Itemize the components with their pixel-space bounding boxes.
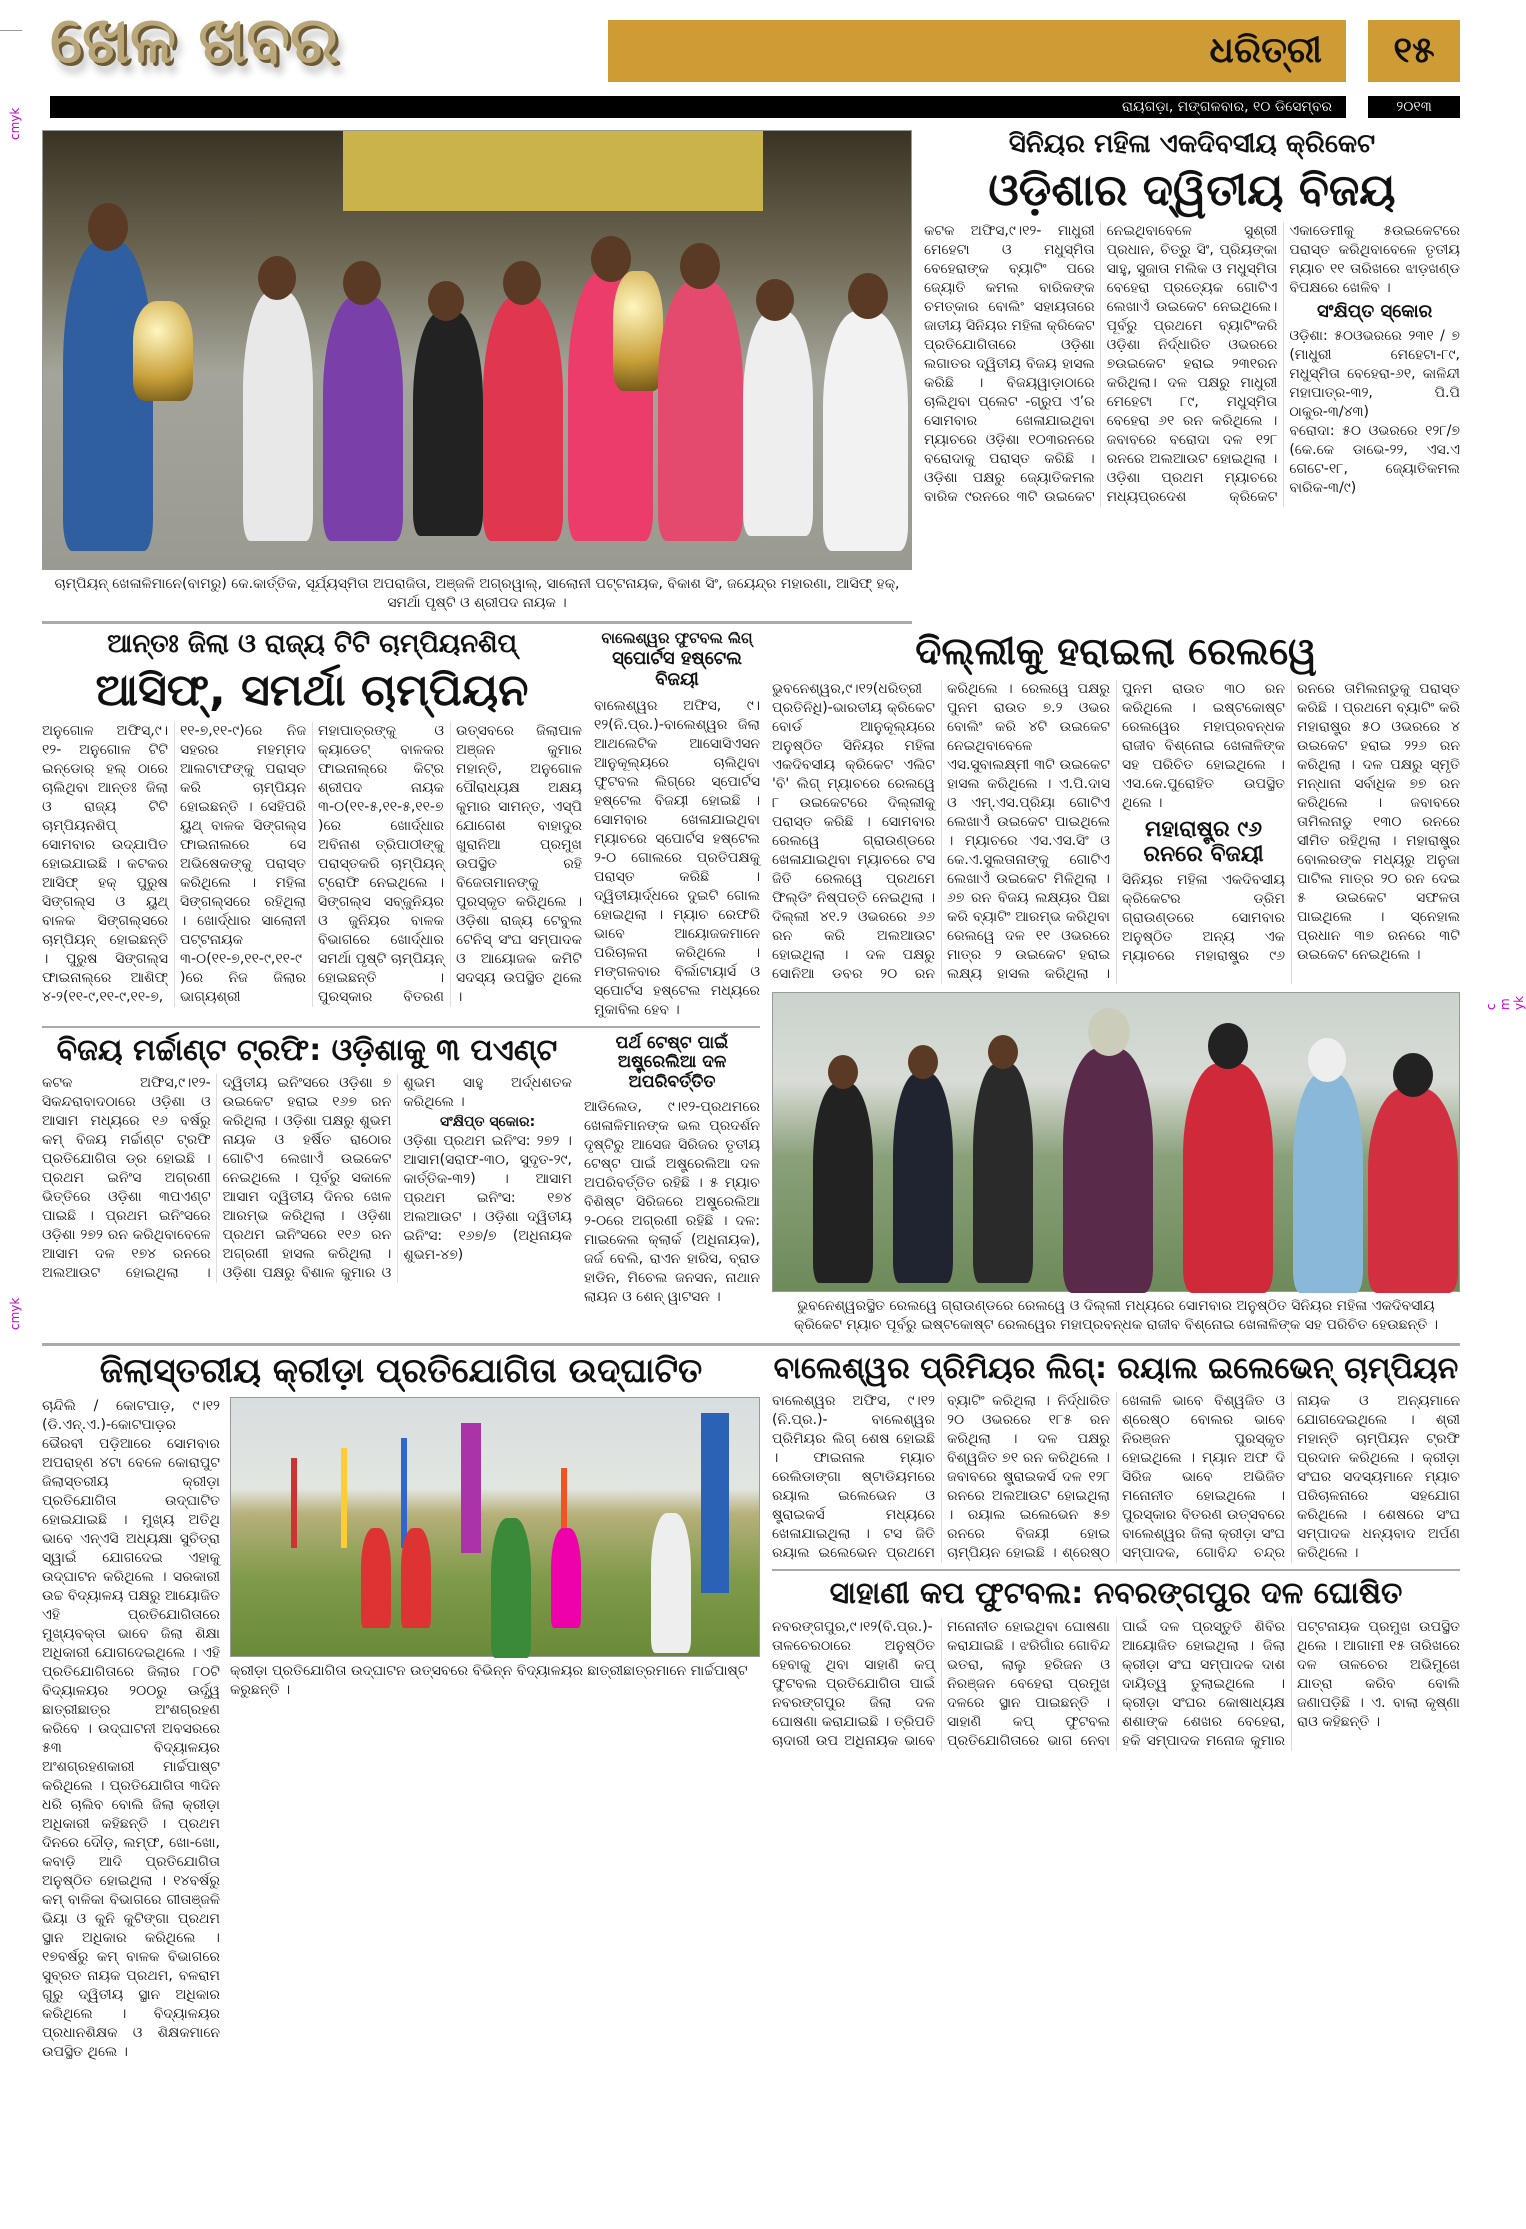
hostel-body: ବାଲେଶ୍ୱର ଅଫିସ, ୯।୧୨(ନି.ପ୍ର.)-ବାଲେଶ୍ୱର ଜିଲା ଆଥଲେଟିକ ଆସୋସିଏସନ ଆନୁକୂଲ୍ୟରେ ଚାଲିଥିବା ଫୁଟବଲ ଲିଗ୍‌ରେ ସ୍ପୋର୍ଟସ ହଷ୍ଟେଲ ବିଜୟୀ ହୋଇଛି । ସୋମବାର ଖେଳାଯାଇଥିବା ମ୍ୟାଚରେ ସ୍ପୋର୍ଟସ ହଷ୍ଟେଲ ୨-୦ ଗୋଲରେ ପ୍ରତିପକ୍ଷକୁ ପରାସ୍ତ କରିଛି । ଦ୍ୱିତୀୟାର୍ଦ୍ଧରେ ଦୁଇଟି ଗୋଲ ହୋଇଥିଲା । ମ୍ୟାଚ ରେଫରି ଭାବେ ଆୟୋଜକମାନେ ପରିଚାଳନା କରିଥିଲେ । ମଙ୍ଗଳବାର ବିର୍ଲାଟାୟାର୍ସ ଓ ସ୍ପୋର୍ଟସ ହଷ୍ଟେଲ ମଧ୍ୟରେ ମୁକାବିଲ ହେବ । [594,697,760,1018]
vijay-headline: ବିଜୟ ମର୍ଚ୍ଚାଣ୍ଟ ଟ୍ରଫି: ଓଡ଼ିଶାକୁ ୩ ପଏଣ୍ଟ [56,1032,558,1068]
sahani-body: ନବରଙ୍ଗପୁର,୯।୧୨(ବି.ପ୍ର.)- ତାଳଚେରଠାରେ ଅନୁଷ୍ଠିତ ହେବାକୁ ଥିବା ସାହାଣି କପ୍ ଫୁଟବଲ ପ୍ରତିଯୋଗିତା ପାଇଁ ନବରଙ୍ଗପୁର ଜିଲା ଦଳ ଘୋଷଣା କରାଯାଇଛି । ତ୍ରିପତି ଚାଦାରୀ ଉପ ଅଧିନାୟକ ଭାବେ ମନୋନୀତ ହୋଇଥିବା ଘୋଷଣା କରାଯାଇଛି । ଝରିଗାଁର ଗୋବିନ୍ଦ ଭତରା, ଲାଲୁ ହରିଜନ ଓ ନିରଞ୍ଜନ ବେହେରା ପ୍ରମୁଖ ଦଳରେ ସ୍ଥାନ ପାଇଛନ୍ତି । ସାହାଣି କପ୍ ଫୁଟବଲ ପ୍ରତିଯୋଗିତାରେ ଭାଗ ନେବା ପାଇଁ ଦଳ ପ୍ରସ୍ତୁତି ଶିବିର ଆୟୋଜିତ ହୋଇଥିଲା । ଜିଲା କ୍ରୀଡ଼ା ସଂଘ ସମ୍ପାଦକ ଦାଶ ଦାୟିତ୍ୱ ତୁଲାଇଥିଲେ । କ୍ରୀଡ଼ା ସଂଘର କୋଷାଧ୍ୟକ୍ଷ ଶଶାଙ୍କ ଶେଖର ବେହେରା, ହକି ସମ୍ପାଦକ ମନୋଜ କୁମାର ପଟ୍ଟନାୟକ ପ୍ରମୁଖ ଉପସ୍ଥିତ ଥିଲେ । ଆଗାମୀ ୧୫ ତାରିଖରେ ଦଳ ତାଳଚେର ଅଭିମୁଖେ ଯାତ୍ରା କରିବ ବୋଲି ଜଣାପଡ଼ିଛି । ଏ. ବାଲା କୃଷ୍ଣା ରାଓ କହିଛନ୍ତି । [772,1618,1460,1749]
divider [772,1569,1460,1571]
tt-body: ଅନୁଗୋଳ ଅଫିସ୍,୯।୧୨- ଅନୁଗୋଳ ଟିଟି ଇନ୍‌ଡୋର୍ ହଲ୍ ଠାରେ ଚାଲିଥିବା ଆନ୍ତଃ ଜିଲା ଓ ରାଜ୍ୟ ଟିଟି ଚାମ୍ପିୟନଶିପ୍ ସୋମବାର ଉଦ୍‌ଯାପିତ ହୋଇଯାଇଛି । କଟକର ଆସିଫ୍ ହକ୍ ପୁରୁଷ ସିଙ୍ଗଲ୍ସ ଓ ୟୁଥ୍ ବାଳକ ସିଙ୍ଗଲ୍ସରେ ଚାମ୍ପିୟନ୍ ହୋଇଛନ୍ତି । ପୁରୁଷ ସିଙ୍ଗଲ୍ସ ଫାଇନାଲ୍‌ରେ ଆଶିଫ୍ ୪-୨(୧୧-୯,୧୧-୯,୧୧-୭,୧୧-୭,୧୧-୯)ରେ ନିଜ ସହରର ମହମ୍ମଦ ଆଲଟାଫଙ୍କୁ ପରାସ୍ତ କରି ଚାମ୍ପିୟନ ହୋଇଛନ୍ତି । ସେହିପରି ୟୁଥ୍ ବାଳକ ସିଙ୍ଗଲ୍ସ ଫାଇନାଲରେ ସେ ଅଭିଷେକଙ୍କୁ ପରାସ୍ତ କରିଥିଲେ । ମହିଳା ସିଙ୍ଗଲ୍ସରେ ରହିଥିଲା । ଖୋର୍ଦ୍ଧାର ସାଲୋନୀ ପଟ୍ଟନାୟକ ୩-୦(୧୧-୭,୧୧-୯,୧୧-୯)ରେ ନିଜ ଜିଲାର ଭାଗ୍ୟଶ୍ରୀ ମହାପାତ୍ରଙ୍କୁ ଓ କ୍ୟାଡେଟ୍ ବାଳକର ଫାଇନାଲ୍‌ରେ କିଟ୍‌ର ଶ୍ରୀପଦ ନାୟକ ୩-୦(୧୧-୫,୧୧-୫,୧୧-୭)ରେ ଖୋର୍ଦ୍ଧାର ଅବିନାଶ ତ୍ରିପାଠୀଙ୍କୁ ପରାସ୍ତକରି ଚାମ୍ପିୟନ୍ ଟ୍ରୋଫି ନେଇଥିଲେ । ସିଙ୍ଗଲ୍ସ ସବ୍‌ଜୁନିୟର ଓ ଜୁନିୟର ବାଳକ ବିଭାଗରେ ଖୋର୍ଦ୍ଧାର ସମର୍ଥା ପୃଷ୍ଟି ଚାମ୍ପିୟନ୍ ହୋଇଛନ୍ତି । ପୁରସ୍କାର ବିତରଣ ଉତ୍ସବରେ ଜିଲାପାଳ ଅଞ୍ଜନ କୁମାର ମହାନ୍ତି, ଅନୁଗୋଳ ପୌରାଧ୍ୟକ୍ଷ ଅକ୍ଷୟ କୁମାର ସାମନ୍ତ, ଏସ୍‌ପି ଯୋଗେଶ ବାହାଦୁର ଖୁରାନିଆ ପ୍ରମୁଖ ଉପସ୍ଥିତ ରହି ବିଜେତାମାନଙ୍କୁ ପୁରସ୍କୃତ କରିଥିଲେ । ଓଡ଼ିଶା ରାଜ୍ୟ ଟେବୁଲ ଟେନିସ୍ ସଂଘ ସମ୍ପାଦକ ଓ ଆୟୋଜକ କମିଟି ସଦସ୍ୟ ଉପସ୍ଥିତ ଥିଲେ । [42,723,582,1006]
bottom-right [772,1352,1460,1751]
district-photo-block [230,1397,760,1700]
hostel-kicker: ବାଲେଶ୍ୱର ଫୁଟବଲ ଲିଗ୍ [601,629,753,647]
odisha-body-columns [924,222,1460,507]
vijay-row [42,1034,760,1308]
odisha-kicker: ସିନିୟର ମହିଳା ଏକଦିବସୀୟ କ୍ରିକେଟ [1008,129,1376,159]
middle-left [42,630,760,1307]
photo1-block [42,130,912,613]
perth-article [584,1034,760,1308]
tt-champions-photo [42,130,912,570]
railway-body: ଭୁବନେଶ୍ୱର,୯।୧୨(ଧରିତ୍ରୀ ପ୍ରତିନିଧି)-ଭାରତୀୟ କ୍ରିକେଟ ବୋର୍ଡ ଆନୁକୂଲ୍ୟରେ ଅନୁଷ୍ଠିତ ସିନିୟର ମହିଳା ଏକଦିବସୀୟ କ୍ରିକେଟ ଏଲିଟ 'ବି' ଲିଗ୍ ମ୍ୟାଚରେ ରେଲୱେ ୮ ଉଇକେଟରେ ଦିଲ୍ଲୀକୁ ପରାସ୍ତ କରିଛି । ସୋମବାର ରେଲୱେ ଗ୍ରାଉଣ୍ଡରେ ଖେଳାଯାଇଥିବା ମ୍ୟାଚରେ ଟସ ଜିତି ରେଲୱେ ପ୍ରଥମେ ଫିଲ୍ଡିଂ ନିଷ୍ପତ୍ତି ନେଇଥିଲା । ଦିଲ୍ଲୀ ୪୧.୨ ଓଭରରେ ୬୬ ରନ କରି ଅଲଆଉଟ ହୋଇଥିଲା । ଦଳ ପକ୍ଷରୁ ସୋନିଆ ଡବର ୨୦ ରନ କରିଥିଲେ । ରେଲୱେ ପକ୍ଷରୁ ପୁନମ ରାଉତ ୭.୨ ଓଭର ବୋଲିଂ କରି ୪ଟି ଉଇକେଟ ନେଇଥିବାବେଳେ ଏସ.ସୁବାଲକ୍ଷ୍ମୀ ୩ଟି ଉଇକେଟ ହାସଲ କରିଥିଲେ । ଏ.ପି.ଦାସ ଓ ଏମ୍.ଏସ.ପ୍ରିୟା ଗୋଟିଏ ଲେଖାଏଁ ଉଇକେଟ ପାଇଥିଲେ । ମ୍ୟାଚରେ ଏସ.ଏସ.ସିଂ ଓ କେ.ଏ.ସୁଲତାନାଙ୍କୁ ଗୋଟିଏ ଲେଖାଏଁ ଉଇକେଟ ମିଳିଥିଲା । ୬୭ ରନ ବିଜୟ ଲକ୍ଷ୍ୟର ପିଛା କରି ବ୍ୟାଟିଂ ଆରମ୍ଭ କରିଥିବା ରେଲୱେ ଦଳ ୧୧ ଓଭରରେ ମାତ୍ର ୨ ଉଇକେଟ ହରାଇ ଲକ୍ଷ୍ୟ ହାସଲ କରିଥିଲା । ପୁନମ ରାଉତ ୩୦ ରନ କରିଥିଲେ । ଇଷ୍ଟକୋଷ୍ଟ ରେଲୱେର ମହାପ୍ରବନ୍ଧକ ରାଜୀବ ବିଶ୍ନୋଇ ଖେଳାଳିଙ୍କ ସହ ପରିଚିତ ହୋଇଥିଲେ । ଏସ.କେ.ପୁରୋହିତ ଉପସ୍ଥିତ ଥିଲେ । [772,680,1285,982]
divider [42,1343,1460,1346]
dateline: ରାୟଗଡ଼ା, ମଙ୍ଗଳବାର, ୧୦ ଡିସେମ୍ବର [50,96,1346,118]
masthead [42,0,1460,130]
district-content [42,1397,760,2062]
tt-article [42,630,582,1007]
vijay-body: କଟକ ଅଫିସ,୯।୧୨-ସିକନ୍ଦରାବାଦଠାରେ ଓଡ଼ିଶା ଓ ଆସାମ ମଧ୍ୟରେ ୧୬ ବର୍ଷରୁ କମ୍ ବିଜୟ ମର୍ଚ୍ଚାଣ୍ଟ ଟ୍ରଫି ପ୍ରତିଯୋଗିତା ଡ୍ର ହୋଇଛି । ପ୍ରଥମ ଇନିଂସ ଅଗ୍ରଣୀ ଭିତ୍ତିରେ ଓଡ଼ିଶା ୩ପଏଣ୍ଟ ପାଇଛି । ପ୍ରଥମ ଇନିଂସରେ ଓଡ଼ିଶା ୨୭୨ ରନ କରିଥିବାବେଳେ ଆସାମ ଦଳ ୧୭୪ ରନରେ ଅଲଆଉଟ ହୋଇଥିଲା । ଦ୍ୱିତୀୟ ଇନିଂସରେ ଓଡ଼ିଶା ୭ ଉଇକେଟ ହରାଇ ୧୬୭ ରନ କରିଥିଲା । ଓଡ଼ିଶା ପକ୍ଷରୁ ଶୁଭମ ନାୟକ ଓ ହର୍ଷିତ ରାଠୋର ଗୋଟିଏ ଲେଖାଏଁ ଉଇକେଟ ନେଇଥିଲେ । ପୂର୍ବରୁ ସକାଳେ ଆସାମ ଦ୍ୱିତୀୟ ଦିନର ଖେଳ ଆରମ୍ଭ କରିଥିଲା । ଓଡ଼ିଶା ପ୍ରଥମ ଇନିଂସରେ ୧୧୬ ରନ ଅଗ୍ରଣୀ ହାସଲ କରିଥିଲା । ଓଡ଼ିଶା ପକ୍ଷରୁ ବିଶାଳ କୁମାର ଓ ଶୁଭମ ସାହୁ ଅର୍ଦ୍ଧଶତକ କରିଥିଲେ । [42,1075,572,1282]
year: ୨୦୧୩ [1368,96,1460,118]
divider [42,1026,760,1028]
print-mark: cmyk [8,107,22,140]
paper-name: ଧରିତ୍ରୀ [608,20,1346,82]
vijay-score-title: ସଂକ୍ଷିପ୍ତ ସ୍କୋର: [440,1114,536,1131]
odisha-headline: ଓଡ଼ିଶାର ଦ୍ୱିତୀୟ ବିଜୟ [988,164,1396,216]
vijay-score: ଓଡ଼ିଶା ପ୍ରଥମ ଇନିଂସ: ୨୭୨ । ଆସାମ(ସରାଫ-୩୦, ସୁଦୃତ-୨୯, କାର୍ତ୍ତିକ-୩୨) । ଆସାମ ପ୍ରଥମ ଇନିଂସ: ୧୭୪ ଅଲଆଉଟ । ଓଡ଼ିଶା ଦ୍ୱିତୀୟ ଇନିଂସ: ୧୬୭/୭ (ଅଧିନାୟକ ଶୁଭମ-୪୭) [403,1133,572,1264]
middle-row [42,630,1460,1335]
vijay-body-columns [42,1074,572,1283]
registration-mark [0,30,22,31]
bpl-headline: ବାଲେଶ୍ୱର ପ୍ରିମିୟର ଲିଗ୍: ରୟାଲ ଇଲେଭେନ୍ ଚାମ୍ପିୟନ [773,1350,1459,1386]
bottom-row [42,1352,1460,2062]
railway-headline: ଦିଲ୍ଲୀକୁ ହରାଇଲା ରେଲୱେ [915,629,1317,673]
sahani-headline: ସାହାଣୀ କପ ଫୁଟବଲ: ନବରଙ୍ଗପୁର ଦଳ ଘୋଷିତ [829,1576,1403,1612]
page-number: ୧୫ [1368,20,1460,82]
bpl-body: ବାଲେଶ୍ୱର ଅଫିସ, ୯।୧୨ (ନି.ପ୍ର.)- ବାଲେଶ୍ୱର ପ୍ରିମିୟର ଲିଗ୍ ଶେଷ ହୋଇଛି । ଫାଇନାଲ ମ୍ୟାଚ ରେଲିଡାଙ୍ଗା ଷ୍ଟାଡିୟମରେ ରୟାଲ ଇଲେଭେନ ଓ ଷ୍ଟ୍ରାଇକର୍ସ ମଧ୍ୟରେ ଖେଳାଯାଇଥିଲା । ଟସ ଜିତି ରୟାଲ ଇଲେଭେନ ପ୍ରଥମେ ବ୍ୟାଟିଂ କରିଥିଲା । ନିର୍ଦ୍ଧାରିତ ୨୦ ଓଭରରେ ୧୮୫ ରନ କରିଥିଲା । ଦଳ ପକ୍ଷରୁ ବିଶ୍ୱଜିତ ୭୧ ରନ କରିଥିଲେ । ଜବାବରେ ଷ୍ଟ୍ରାଇକର୍ସ ଦଳ ୧୨୮ ରନରେ ଅଲଆଉଟ ହୋଇଥିଲା । ରୟାଲ ଇଲେଭେନ ୫୭ ରନରେ ବିଜୟୀ ହୋଇ ଚାମ୍ପିୟନ ହୋଇଛି । ଶ୍ରେଷ୍ଠ ଖେଳାଳି ଭାବେ ବିଶ୍ୱଜିତ ଓ ଶ୍ରେଷ୍ଠ ବୋଲର ଭାବେ ନିରଞ୍ଜନ ପୁରସ୍କୃତ ହୋଇଥିଲେ । ମ୍ୟାନ ଅଫ ଦି ସିରିଜ ଭାବେ ଅଭିଜିତ ମନୋନୀତ ହୋଇଥିଲେ । ପୁରସ୍କାର ବିତରଣ ଉତ୍ସବରେ ବାଲେଶ୍ୱର ଜିଲା କ୍ରୀଡ଼ା ସଂଘ ସମ୍ପାଦକ, ଗୋବିନ୍ଦ ଚନ୍ଦ୍ର ନାୟକ ଓ ଅନ୍ୟମାନେ ଯୋଗଦେଇଥିଲେ । ଶ୍ରୀ ମହାନ୍ତି ଚାମ୍ପିୟନ ଟ୍ରଫି ପ୍ରଦାନ କରିଥିଲେ । କ୍ରୀଡ଼ା ସଂଘର ସଦସ୍ୟମାନେ ମ୍ୟାଚ ପରିଚାଳନାରେ ସହଯୋଗ କରିଥିଲେ । ଶେଷରେ ସଂଘ ସମ୍ପାଦକ ଧନ୍ୟବାଦ ଅର୍ପଣ କରିଥିଲେ । [772,1393,1460,1562]
score-title: ସଂକ୍ଷିପ୍ତ ସ୍କୋର [1317,301,1433,323]
tt-headline: ଆସିଫ୍, ସମର୍ଥା ଚାମ୍ପିୟନ [95,664,529,716]
perth-headline: ପର୍ଥ ଟେଷ୍ଟ ପାଇଁ ଅଷ୍ଟ୍ରେଲିଆ ଦଳ ଅପରିବର୍ତ୍ତିତ [615,1032,729,1092]
maharashtra-headline: ମହାରାଷ୍ଟ୍ର ୯୬ ରନରେ ବିଜୟୀ [1143,816,1264,867]
maharashtra-body: ସିନିୟର ମହିଳା ଏକଦିବସୀୟ କ୍ରିକେଟର ଡ୍ରିମ ଗ୍ରାଉଣ୍ଡରେ ସୋମବାର ଅନୁଷ୍ଠିତ ଅନ୍ୟ ଏକ ମ୍ୟାଚରେ ମହାରାଷ୍ଟ୍ର ୯୬ ରନରେ ତାମିଲନାଡୁକୁ ପରାସ୍ତ କରିଛି । ପ୍ରଥମେ ବ୍ୟାଟିଂ କରି ମହାରାଷ୍ଟ୍ର ୫୦ ଓଭରରେ ୪ ଉଇକେଟ ହରାଇ ୨୨୬ ରନ କରିଥିଲା । ଦଳ ପକ୍ଷରୁ ସ୍ମୃତି ମନ୍ଧାନା ସର୍ବାଧିକ ୭୭ ରନ କରିଥିଲେ । ଜବାବରେ ତାମିଲନାଡୁ ୧୩୦ ରନରେ ସୀମିତ ରହିଥିଲା । ମହାରାଷ୍ଟ୍ର ବୋଲରଙ୍କ ମଧ୍ୟରୁ ଅନୁଜା ପାଟିଲ ମାତ୍ର ୨୦ ରନ ଦେଇ ୫ ଉଇକେଟ ସଫଳତା ପାଇଥିଲେ । ସ୍ନେହାଲ ପ୍ରଧାନ ୩୭ ରନରେ ୩ଟି ଉଇକେଟ ନେଇଥିଲେ । [1122,680,1460,965]
railway-article [772,680,1460,984]
odisha-body: କଟକ ଅଫିସ,୯।୧୨- ମାଧୁରୀ ମେହେଟା ଓ ମଧୁସ୍ମିତା ବେହେରାଙ୍କ ବ୍ୟାଟିଂ ପରେ ଜ୍ୟୋତି କମଲ ବାରିକଙ୍କ ଚମତ୍କାର ବୋଲିଂ ସହାୟତାରେ ଜାତୀୟ ସିନିୟର ମହିଳା କ୍ରିକେଟ ପ୍ରତିଯୋଗିତାରେ ଓଡ଼ିଶା ଲଗାତର ଦ୍ୱିତୀୟ ବିଜୟ ହାସଲ କରିଛି । ବିଜୟୱାଡ଼ାଠାରେ ଚାଲିଥିବା ପ୍ଲେଟ -ଗ୍ରୁପ ଏ’ର ସୋମବାର ଖେଳାଯାଇଥିବା ମ୍ୟାଚରେ ଓଡ଼ିଶା ୧୦୩ରନରେ ବରୋଦାକୁ ପରାସ୍ତ କରିଛି । ଓଡ଼ିଶା ପକ୍ଷରୁ ଜ୍ୟୋତିକମଲ ବାରିକ ୯ରନରେ ୩ଟି ଉଇକେଟ ନେଇଥିବାବେଳେ ସୁଶ୍ରୀ ପ୍ରଧାନ, ଚିତ୍ରୁ ସିଂ, ପ୍ରିୟଙ୍କା ସାହୁ, ସୁଜାତା ମଲିକ ଓ ମଧୁସ୍ମିତା ବେହେରା ପ୍ରତ୍ୟେକ ଗୋଟିଏ ଲେଖାଏଁ ଉଇକେଟ ନେଇଥିଲେ। ପୂର୍ବରୁ ପ୍ରଥମେ ବ୍ୟାଟିଂକରି ଓଡ଼ିଶା ନିର୍ଦ୍ଧାରିତ ଓଭରରେ ୭ଉଇକେଟ ହରାଇ ୨୩୧ରନ କରିଥିଲା। ଦଳ ପକ୍ଷରୁ ମାଧୁରୀ ମେହେଟା ୮୯, ମଧୁସ୍ମିତା ବେହେରା ୬୧ ରନ କରିଥିଲେ । ଜବାବରେ ବରୋଦା ଦଳ ୧୨୮ ରନରେ ଅଲଆଉଟ ହୋଇଥିଲା । ଓଡ଼ିଶା ପ୍ରଥମ ମ୍ୟାଚରେ ମଧ୍ୟପ୍ରଦେଶ କ୍ରିକେଟ ଏକାଡେମୀକୁ ୫ଉଇକେଟରେ ପରାସ୍ତ କରିଥିବାବେଳେ ତୃତୀୟ ମ୍ୟାଚ ୧୧ ତାରିଖରେ ଝାଡ଼ଖଣ୍ଡ ବିପକ୍ଷରେ ଖେଳିବ । [924,223,1460,506]
district-body: ଚାନ୍ଦିଲି / କୋଟପାଡ଼, ୯।୧୨ (ଡି.ଏନ୍.ଏ.)-କୋଟପାଡ଼ର ଭୈରବୀ ପଡ଼ିଆରେ ସୋମବାର ଅପରାହ୍ଣ ୪ଟା ବେଳେ କୋରାପୁଟ ଜିଲାସ୍ତରୀୟ କ୍ରୀଡ଼ା ପ୍ରତିଯୋଗିତା ଉଦ୍‌ଘାଟିତ ହୋଇଯାଇଛି । ମୁଖ୍ୟ ଅତିଥି ଭାବେ ଏନ୍‌ଏସି ଅଧ୍ୟକ୍ଷା ସୁଚିତ୍ରା ସ୍ୱାଇଁ ଯୋଗଦେଇ ଏହାକୁ ଉଦ୍‌ଘାଟନ କରିଥିଲେ । ସରକାରୀ ଉଚ୍ଚ ବିଦ୍ୟାଳୟ ପକ୍ଷରୁ ଆୟୋଜିତ ଏହି ପ୍ରତିଯୋଗିତାରେ ମୁଖ୍ୟବକ୍ତା ଭାବେ ଜିଲା ଶିକ୍ଷା ଅଧିକାରୀ ଯୋଗଦେଇଥିଲେ । ଏହି ପ୍ରତିଯୋଗିତାରେ ଜିଲାର ୮୦ଟି ବିଦ୍ୟାଳୟର ୨୦୦ରୁ ଊର୍ଦ୍ଧ୍ୱ ଛାତ୍ରୀଛାତ୍ର ଅଂଶଗ୍ରହଣ କରିବେ । ଉଦ୍‌ଘାଟନୀ ଅବସରରେ ୫୩ ବିଦ୍ୟାଳୟର ଅଂଶଗ୍ରହଣକାରୀ ମାର୍ଚ୍ଚପାଷ୍ଟ କରିଥିଲେ । ପ୍ରତିଯୋଗିତା ୩ଦିନ ଧରି ଚାଲିବ ବୋଲି ଜିଲା କ୍ରୀଡ଼ା ଅଧିକାରୀ କହିଛନ୍ତି । ପ୍ରଥମ ଦିନରେ ଦୌଡ଼, ଲମ୍ଫ, ଖୋ-ଖୋ, କବାଡ଼ି ଆଦି ପ୍ରତିଯୋଗିତା ଅନୁଷ୍ଠିତ ହୋଇଥିଲା । ୧୪ବର୍ଷରୁ କମ୍ ବାଳିକା ବିଭାଗରେ ଗୀତାଞ୍ଜଳି ଭିୟା ଓ କୁନି କୁଟିଙ୍ଗା ପ୍ରଥମ ସ୍ଥାନ ଅଧିକାର କରିଥିଲେ । ୧୭ବର୍ଷରୁ କମ୍ ବାଳକ ବିଭାଗରେ ସୁବ୍ରତ ନାୟକ ପ୍ରଥମ, ବଳରାମ ଗୁରୁ ଦ୍ୱିତୀୟ ସ୍ଥାନ ଅଧିକାର କରିଥିଲେ । ବିଦ୍ୟାଳୟର ପ୍ରଧାନଶିକ୍ଷକ ଓ ଶିକ୍ଷକମାନେ ଉପସ୍ଥିତ ଥିଲେ । [42,1397,220,2060]
district-article [42,1352,760,2062]
district-caption: କ୍ରୀଡ଼ା ପ୍ରତିଯୋଗିତା ଉଦ୍‌ଘାଟନ ଉତ୍ସବରେ ବିଭିନ୍ନ ବିଦ୍ୟାଳୟର ଛାତ୍ରୀଛାତ୍ରମାନେ ମାର୍ଚ୍ଚପାଷ୍ଟ କରୁଛନ୍ତି । [230,1662,748,1698]
middle-right [772,630,1460,1335]
yellow-banner [343,131,763,211]
section-logo: ଖେଳ ଖବର [50,3,339,78]
score-odisha: ଓଡ଼ିଶା: ୫୦ଓଭରରେ ୨୩୧ / ୭ (ମାଧୁରୀ ମେହେଟା-୮୯, ମଧୁସ୍ମିତା ବେହେରା-୬୧, କାଳିନ୍ଦୀ ମହାପାତ୍ର-୩୨, ପି.ପି ଠାକୁର-୩/୪୩) [1289,328,1460,421]
perth-body: ଆଡିଲେଡ, ୯।୧୨-ପ୍ରଥମରେ ଖେଳାଳିମାନଙ୍କ ଭଲ ପ୍ରଦର୍ଶନ ଦୃଷ୍ଟିରୁ ଆସେଜ ସିରିଜର ତୃତୀୟ ଟେଷ୍ଟ ପାଇଁ ଅଷ୍ଟ୍ରେଲିଆ ଦଳ ଅପରିବର୍ତ୍ତିତ ରହିଛି । ୫ ମ୍ୟାଚ ବିଶିଷ୍ଟ ସିରିଜରେ ଅଷ୍ଟ୍ରେଲିଆ ୨-୦ରେ ଅଗ୍ରଣୀ ରହିଛି । ଦଳ: ମାଇକେଲ କ୍ଲାର୍କ (ଅଧିନାୟକ), ଜର୍ଜ ବେଲି, ରାଏନ ହାରିସ, ବ୍ରାଡ ହାଡିନ, ମିଚେଲ ଜନସନ, ନାଥାନ ଲାୟନ ଓ ଶେନ୍ ୱାଟସନ । [584,1099,760,1306]
print-mark: cmyk [8,1297,22,1330]
district-headline: ଜିଲାସ୍ତରୀୟ କ୍ରୀଡ଼ା ପ୍ରତିଯୋଗିତା ଉଦ୍‌ଘାଟିତ [99,1350,703,1391]
tt-row [42,630,760,1020]
vijay-article [42,1034,572,1284]
tt-kicker: ଆନ୍ତଃ ଜିଲା ଓ ରାଜ୍ୟ ଟିଟି ଚାମ୍ପିୟନଶିପ୍ [107,629,517,659]
odisha-article [924,130,1460,507]
top-row [42,130,1460,613]
photo1-caption: ଚାମ୍ପିୟନ୍ ଖେଳାଳିମାନେ(ବାମରୁ) କେ.କାର୍ତ୍ତିକ, ସୂର୍ଯ୍ୟସ୍ମିତା ଅପରାଜିତା, ଅଞ୍ଜଳି ଅଗ୍ରୱାଲ୍, ସାଲୋନୀ ପଟ୍ଟନାୟକ, ବିକାଶ ସିଂ, ଜୟେନ୍ଦ୍ର ମହାରଣା, ଆସିଫ୍ ହକ୍, ସମର୍ଥା ପୃଷ୍ଟି ଓ ଶ୍ରୀପଦ ନାୟକ । [54,576,900,611]
print-mark: cmyk [1484,995,1526,1010]
hostel-article [594,630,760,1020]
march-past-photo [230,1397,760,1657]
photo2-caption: ଭୁବନେଶ୍ୱରସ୍ଥିତ ରେଲୱେ ଗ୍ରାଉଣ୍ଡରେ ରେଲୱେ ଓ ଦିଲ୍ଲୀ ମଧ୍ୟରେ ସୋମବାର ଅନୁଷ୍ଠିତ ସିନିୟର ମହିଳା ଏକଦିବସୀୟ କ୍ରିକେଟ ମ୍ୟାଚ ପୂର୍ବରୁ ଇଷ୍ଟକୋଷ୍ଟ ରେଲୱେର ମହାପ୍ରବନ୍ଧକ ରାଜୀବ ବିଶ୍ନୋଇ ଖେଳାଳିଙ୍କ ସହ ପରିଚିତ ହେଉଛନ୍ତି । [793,1297,1439,1333]
score-baroda: ବରୋଦା: ୫୦ ଓଭରରେ ୧୨୮/୭ (କେ.କେ ଡାଭେ-୨୨, ଏସ.ଏ ଗେଟେ-୧୮, ଜ୍ୟୋତିକମଲ ବାରିକ-୩/୯) [1289,423,1460,497]
divider [42,621,912,624]
railway-delhi-photo [772,992,1460,1292]
hostel-headline: ସ୍ପୋର୍ଟସ ହଷ୍ଟେଲ ବିଜୟୀ [612,648,742,690]
